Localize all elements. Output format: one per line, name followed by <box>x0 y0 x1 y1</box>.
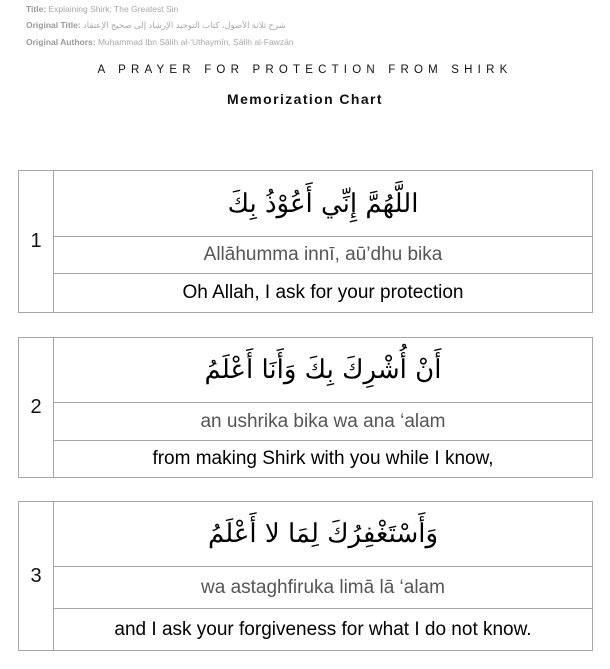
entry-number: 3 <box>19 502 54 650</box>
meta-original-authors <box>26 37 294 47</box>
meta-title-value: Explaining Shirk; The Greatest Sin <box>46 4 179 14</box>
page-subheading: Memorization Chart <box>227 91 383 107</box>
entry-transliteration: wa astaghfiruka limā lā ‘alam <box>201 576 445 598</box>
meta-original-authors-value: Muḥammad Ibn Ṣāliḥ al-‘Uthaymīn, Ṣāliḥ al-Fawzān <box>95 37 294 47</box>
entry-arabic: أَنْ أُشْرِكَ بِكَ وَأَنَا أَعْلَمُ <box>204 355 442 385</box>
meta-original-authors-label: Original Authors: <box>26 37 96 47</box>
page-heading: A PRAYER FOR PROTECTION FROM SHIRK <box>97 64 513 76</box>
entry-arabic: وَأَسْتَغْفِرُكَ لِمَا لا أَعْلَمُ <box>207 519 439 549</box>
meta-title-label: Title: <box>26 4 47 14</box>
memorization-entry-2 <box>18 337 593 478</box>
entry-transliteration: Allāhumma innī, aū’dhu bika <box>203 244 443 265</box>
entry-number: 2 <box>19 338 54 477</box>
meta-title <box>26 4 178 14</box>
meta-original-title <box>26 20 286 31</box>
entry-number: 1 <box>19 171 54 312</box>
memorization-entry-1 <box>18 170 593 313</box>
entry-english: from making Shirk with you while I know, <box>152 448 494 469</box>
meta-original-title-label: Original Title: <box>26 20 81 30</box>
entry-arabic: اللَّهُمَّ إِنِّي أَعُوْذُ بِكَ <box>227 188 419 219</box>
entry-english: Oh Allah, I ask for your protection <box>182 282 464 303</box>
meta-original-title-value: شرح ثلاثة الأصول، كتاب التوحيد الإرشاد إلى صحيح الإعتقاد <box>80 20 286 30</box>
entry-transliteration: an ushrika bika wa ana ‘alam <box>200 410 446 432</box>
entry-english: and I ask your forgiveness for what I do not know. <box>114 618 532 640</box>
memorization-entry-3 <box>18 501 593 651</box>
